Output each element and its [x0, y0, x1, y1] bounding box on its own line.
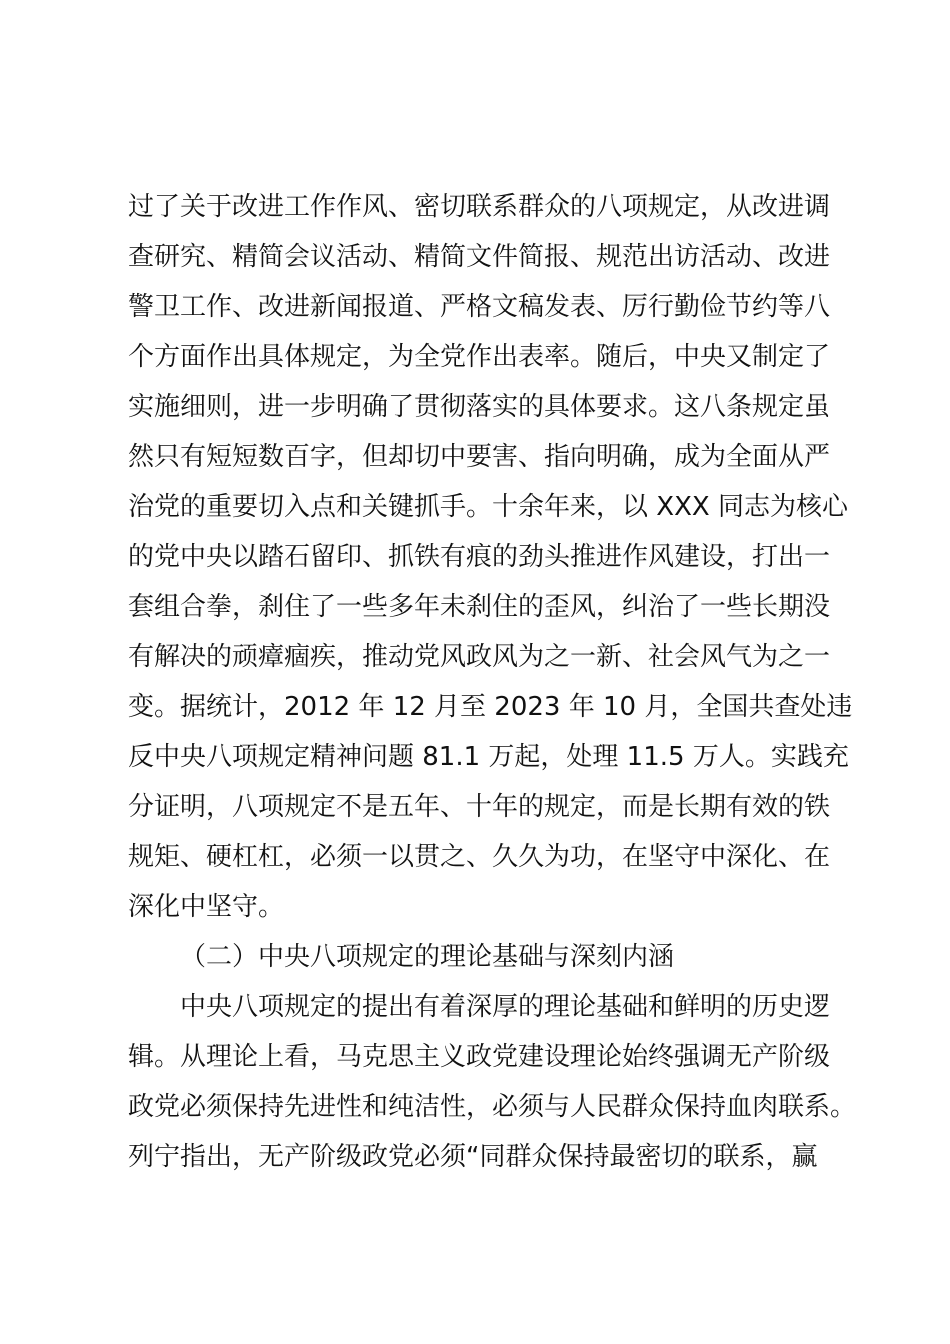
paragraph-1-line: 实施细则，进一步明确了贯彻落实的具体要求。这八条规定虽 — [128, 392, 831, 422]
paragraph-1-line: 然只有短短数百字，但却切中要害、指向明确，成为全面从严 — [128, 442, 831, 472]
paragraph-1-line: 变。据统计，2012 年 12 月至 2023 年 10 月，全国共查处违 — [128, 692, 853, 722]
paragraph-2-line: 列宁指出，无产阶级政党必须“同群众保持最密切的联系，赢 — [128, 1142, 818, 1172]
paragraph-1-line: 查研究、精简会议活动、精简文件简报、规范出访活动、改进 — [128, 242, 831, 272]
paragraph-1-line: 过了关于改进工作作风、密切联系群众的八项规定，从改进调 — [128, 192, 831, 222]
paragraph-1-line: 反中央八项规定精神问题 81.1 万起，处理 11.5 万人。实践充 — [128, 742, 849, 772]
section-heading: （二）中央八项规定的理论基础与深刻内涵 — [180, 942, 675, 972]
paragraph-1-line: 分证明，八项规定不是五年、十年的规定，而是长期有效的铁 — [128, 792, 831, 822]
paragraph-1-line: 深化中坚守。 — [128, 892, 285, 922]
paragraph-1-line: 规矩、硬杠杠，必须一以贯之、久久为功，在坚守中深化、在 — [128, 842, 831, 872]
paragraph-1-line: 警卫工作、改进新闻报道、严格文稿发表、厉行勤俭节约等八 — [128, 292, 831, 322]
document-body — [128, 182, 856, 1182]
paragraph-1-line: 的党中央以踏石留印、抓铁有痕的劲头推进作风建设，打出一 — [128, 542, 831, 572]
paragraph-1-line: 治党的重要切入点和关键抓手。十余年来，以 XXX 同志为核心 — [128, 492, 848, 522]
paragraph-1-line: 有解决的顽瘴痼疾，推动党风政风为之一新、社会风气为之一 — [128, 642, 831, 672]
paragraph-1-line: 个方面作出具体规定，为全党作出表率。随后，中央又制定了 — [128, 342, 831, 372]
paragraph-2-line: 辑。从理论上看，马克思主义政党建设理论始终强调无产阶级 — [128, 1042, 831, 1072]
paragraph-2-line: 中央八项规定的提出有着深厚的理论基础和鲜明的历史逻 — [180, 992, 831, 1022]
paragraph-2-line: 政党必须保持先进性和纯洁性，必须与人民群众保持血肉联系。 — [128, 1092, 857, 1122]
paragraph-1-line: 套组合拳，刹住了一些多年未刹住的歪风，纠治了一些长期没 — [128, 592, 831, 622]
